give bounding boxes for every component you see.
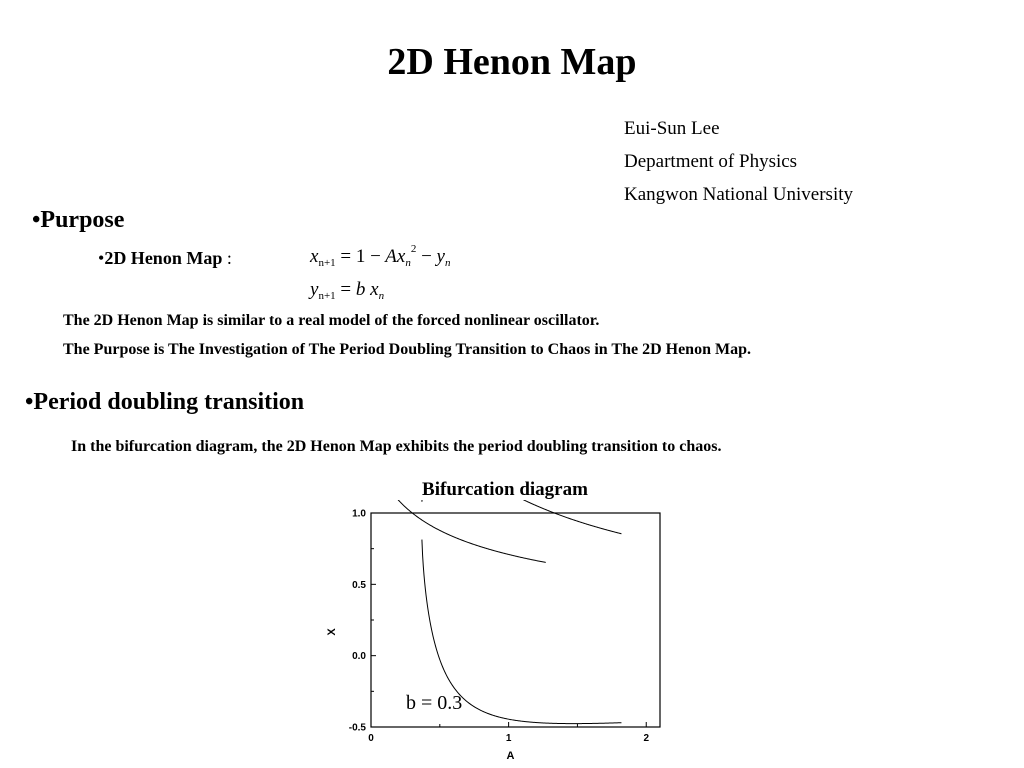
purpose-heading-text: Purpose: [40, 207, 125, 233]
period-text: In the bifurcation diagram, the 2D Henon Map exhibits the period doubling transition to chaos.: [71, 438, 722, 455]
y-axis-label: X: [326, 628, 338, 636]
chart-title: Bifurcation diagram: [422, 479, 588, 500]
eq2-bx-sub: n: [378, 290, 385, 302]
purpose-line-2: The Purpose is The Investigation of The Period Doubling Transition to Chaos in The 2D Henon Map.: [63, 341, 751, 358]
eq1-equals: = 1 −: [340, 246, 381, 267]
page-title: 2D Henon Map: [387, 41, 637, 83]
bifurcation-chart: [300, 500, 680, 764]
eq2-lhs: y: [310, 279, 319, 300]
y-tick-label: -0.5: [348, 722, 366, 734]
henon-colon: :: [226, 248, 232, 268]
x-axis-label: A: [506, 750, 515, 762]
eq1-y-sub: n: [444, 257, 451, 269]
y-tick-label: 1.0: [352, 508, 366, 520]
x-tick-label: 0: [368, 733, 374, 744]
purpose-line-1: The 2D Henon Map is similar to a real model of the forced nonlinear oscillator.: [63, 312, 600, 329]
series-period2-upper: [422, 500, 622, 534]
eq1-ax-sup: 2: [410, 243, 417, 255]
purpose-bullet: •: [32, 207, 41, 233]
eq1-lhs: x: [310, 246, 319, 267]
x-tick-label: 2: [643, 733, 650, 744]
period-heading-text: Period doubling transition: [33, 389, 305, 415]
eq1-y: y: [436, 246, 445, 267]
period-bullet: •: [25, 389, 34, 415]
eq1-minus: −: [421, 246, 432, 267]
series-fixed-point: [371, 500, 546, 562]
eq1-ax-sub: n: [405, 257, 411, 269]
y-tick-label: 0.5: [352, 579, 366, 591]
author-university: Kangwon National University: [624, 184, 854, 205]
x-tick-label: 1: [505, 733, 512, 744]
eq1-ax: Ax: [385, 246, 406, 267]
henon-map-label: [98, 248, 232, 269]
equation-y: [310, 279, 384, 302]
period-heading: [25, 389, 304, 416]
eq2-bx: b x: [355, 279, 379, 300]
author-name: Eui-Sun Lee: [624, 118, 720, 139]
chart-annotation: b = 0.3: [406, 692, 463, 714]
eq2-equals: =: [340, 279, 352, 300]
equation-x: [310, 243, 450, 269]
author-department: Department of Physics: [624, 151, 798, 172]
henon-label-text: 2D Henon Map: [104, 248, 223, 268]
eq2-lhs-sub: n+1: [318, 290, 336, 302]
y-tick-label: 0.0: [352, 651, 366, 663]
eq1-lhs-sub: n+1: [318, 257, 336, 269]
henon-bullet: •: [98, 248, 105, 268]
purpose-heading: [32, 207, 124, 234]
